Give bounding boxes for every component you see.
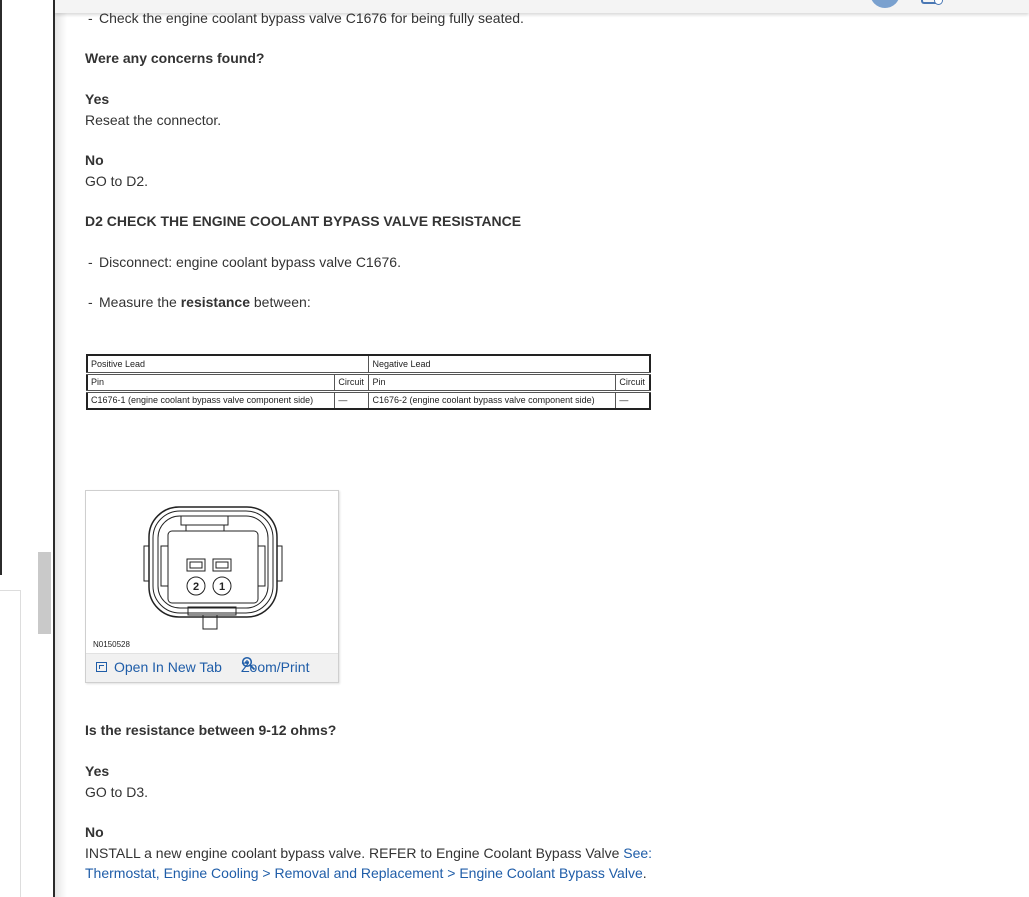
- table-cell-negative-circuit: —: [616, 391, 650, 409]
- content-shadow: [55, 0, 67, 897]
- open-in-new-tab-button[interactable]: Open In New Tab: [96, 659, 222, 675]
- pin-2-label: 2: [192, 581, 200, 593]
- zoom-print-button[interactable]: Zoom/Print: [241, 656, 309, 672]
- answer-no-text: INSTALL a new engine coolant bypass valve. REFER to Engine Coolant Bypass Valve See:: [85, 845, 653, 861]
- resistance-bold: resistance: [180, 294, 250, 310]
- table-col-pin: Pin: [369, 373, 616, 391]
- answer-no-text: GO to D2.: [85, 173, 149, 189]
- table-col-pin: Pin: [87, 373, 335, 391]
- step-d2-heading: D2 CHECK THE ENGINE COOLANT BYPASS VALVE RESISTANCE: [85, 213, 522, 229]
- answer-yes-text: Reseat the connector.: [85, 112, 222, 128]
- figure-toolbar: [86, 653, 338, 682]
- bullet-dash: -: [88, 254, 93, 270]
- answer-yes-label: Yes: [85, 91, 110, 107]
- pin-1-label: 1: [218, 581, 226, 593]
- connector-figure: [85, 490, 339, 683]
- answer-yes-label: Yes: [85, 763, 110, 779]
- figure-id: N0150528: [93, 640, 130, 649]
- bullet-measure: - Measure the resistance between:: [85, 293, 311, 311]
- table-cell-negative-pin: C1676-2 (engine coolant bypass valve component side): [369, 391, 616, 409]
- notification-icon[interactable]: [921, 0, 939, 4]
- bullet-check-seated: - Check the engine coolant bypass valve C1676 for being fully seated.: [85, 9, 524, 27]
- answer-no-label: No: [85, 824, 104, 840]
- bullet-dash: -: [88, 10, 93, 26]
- see-link[interactable]: See:: [623, 845, 653, 861]
- connector-diagram: [86, 491, 340, 651]
- table-col-circuit: Circuit: [335, 373, 369, 391]
- question-resistance: Is the resistance between 9-12 ohms?: [85, 722, 337, 738]
- left-panel-scrollbar[interactable]: [38, 552, 51, 634]
- table-col-circuit: Circuit: [616, 373, 650, 391]
- question-concerns: Were any concerns found?: [85, 50, 265, 66]
- left-panel: [0, 0, 54, 897]
- open-in-new-tab-icon: [96, 662, 107, 672]
- measurement-table: [86, 354, 651, 410]
- bullet-dash: -: [88, 294, 93, 310]
- avatar[interactable]: [870, 0, 900, 8]
- answer-yes-text: GO to D3.: [85, 784, 149, 800]
- table-header-negative-lead: Negative Lead: [369, 355, 650, 373]
- answer-no-label: No: [85, 152, 104, 168]
- table-cell-positive-circuit: —: [335, 391, 369, 409]
- table-cell-positive-pin: C1676-1 (engine coolant bypass valve component side): [87, 391, 335, 409]
- left-panel-edge: [0, 0, 2, 575]
- left-panel-lower-box: [0, 590, 21, 897]
- table-header-positive-lead: Positive Lead: [87, 355, 369, 373]
- engine-coolant-bypass-valve-link[interactable]: Thermostat, Engine Cooling > Removal and Replacement > Engine Coolant Bypass Valve: [85, 865, 643, 881]
- answer-no-link-line: Thermostat, Engine Cooling > Removal and Replacement > Engine Coolant Bypass Valve.: [85, 865, 647, 881]
- bullet-disconnect: - Disconnect: engine coolant bypass valve C1676.: [85, 253, 401, 271]
